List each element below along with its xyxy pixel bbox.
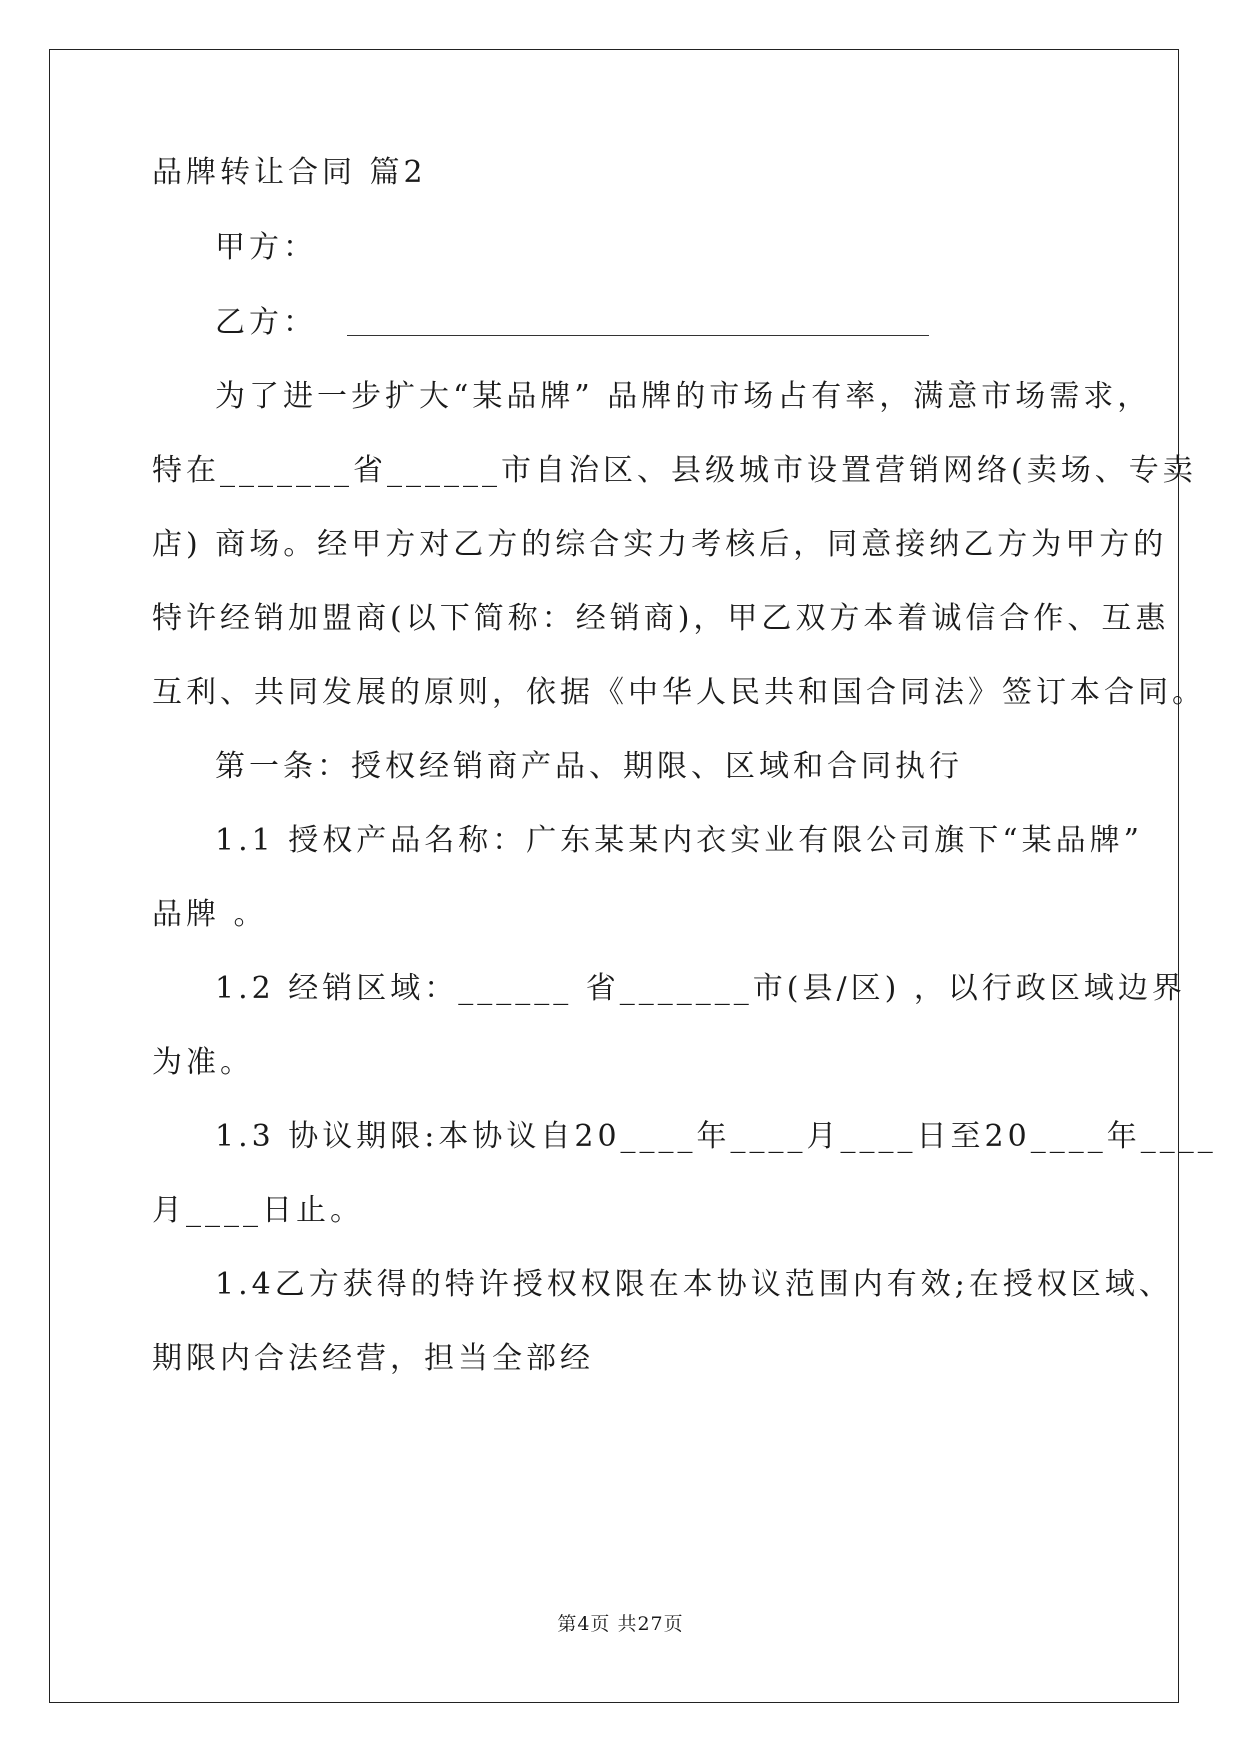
clause-1-4: 1.4乙方获得的特许授权权限在本协议范围内有效;在授权区域、: [215, 1267, 1173, 1302]
article-heading: 第一条：授权经销商产品、期限、区域和合同执行: [215, 749, 963, 784]
clause-1-3: 1.3 协议期限:本协议自20____年____月____日至20____年____: [215, 1119, 1217, 1154]
paragraph-line: 为了进一步扩大“某品牌” 品牌的市场占有率，满意市场需求，: [215, 379, 1152, 414]
party-b-row: [215, 305, 929, 340]
party-b-label: 乙方：: [215, 305, 317, 340]
party-b-blank: [347, 334, 929, 336]
paragraph-line: 特许经销加盟商(以下简称：经销商)，甲乙双方本着诚信合作、互惠: [152, 601, 1170, 636]
document-title: 品牌转让合同 篇2: [152, 155, 427, 190]
clause-1-3-cont: 月____日止。: [152, 1193, 364, 1228]
page-number: 第4页 共27页: [557, 1613, 684, 1635]
clause-1-1: 1.1 授权产品名称：广东某某内衣实业有限公司旗下“某品牌”: [215, 823, 1143, 858]
clause-1-2-cont: 为准。: [152, 1045, 254, 1080]
clause-1-4-cont: 期限内合法经营，担当全部经: [152, 1341, 594, 1376]
page-border: [49, 49, 1179, 1703]
paragraph-line: 特在_______省______市自治区、县级城市设置营销网络(卖场、专卖: [152, 453, 1197, 488]
paragraph-line: 互利、共同发展的原则，依据《中华人民共和国合同法》签订本合同。: [152, 675, 1206, 710]
paragraph-line: 店) 商场。经甲方对乙方的综合实力考核后，同意接纳乙方为甲方的: [152, 527, 1168, 562]
clause-1-2: 1.2 经销区域：______ 省_______市(县/区) ，以行政区域边界: [215, 971, 1186, 1006]
party-a-label: 甲方：: [215, 230, 317, 265]
clause-1-1-cont: 品牌 。: [152, 897, 268, 932]
